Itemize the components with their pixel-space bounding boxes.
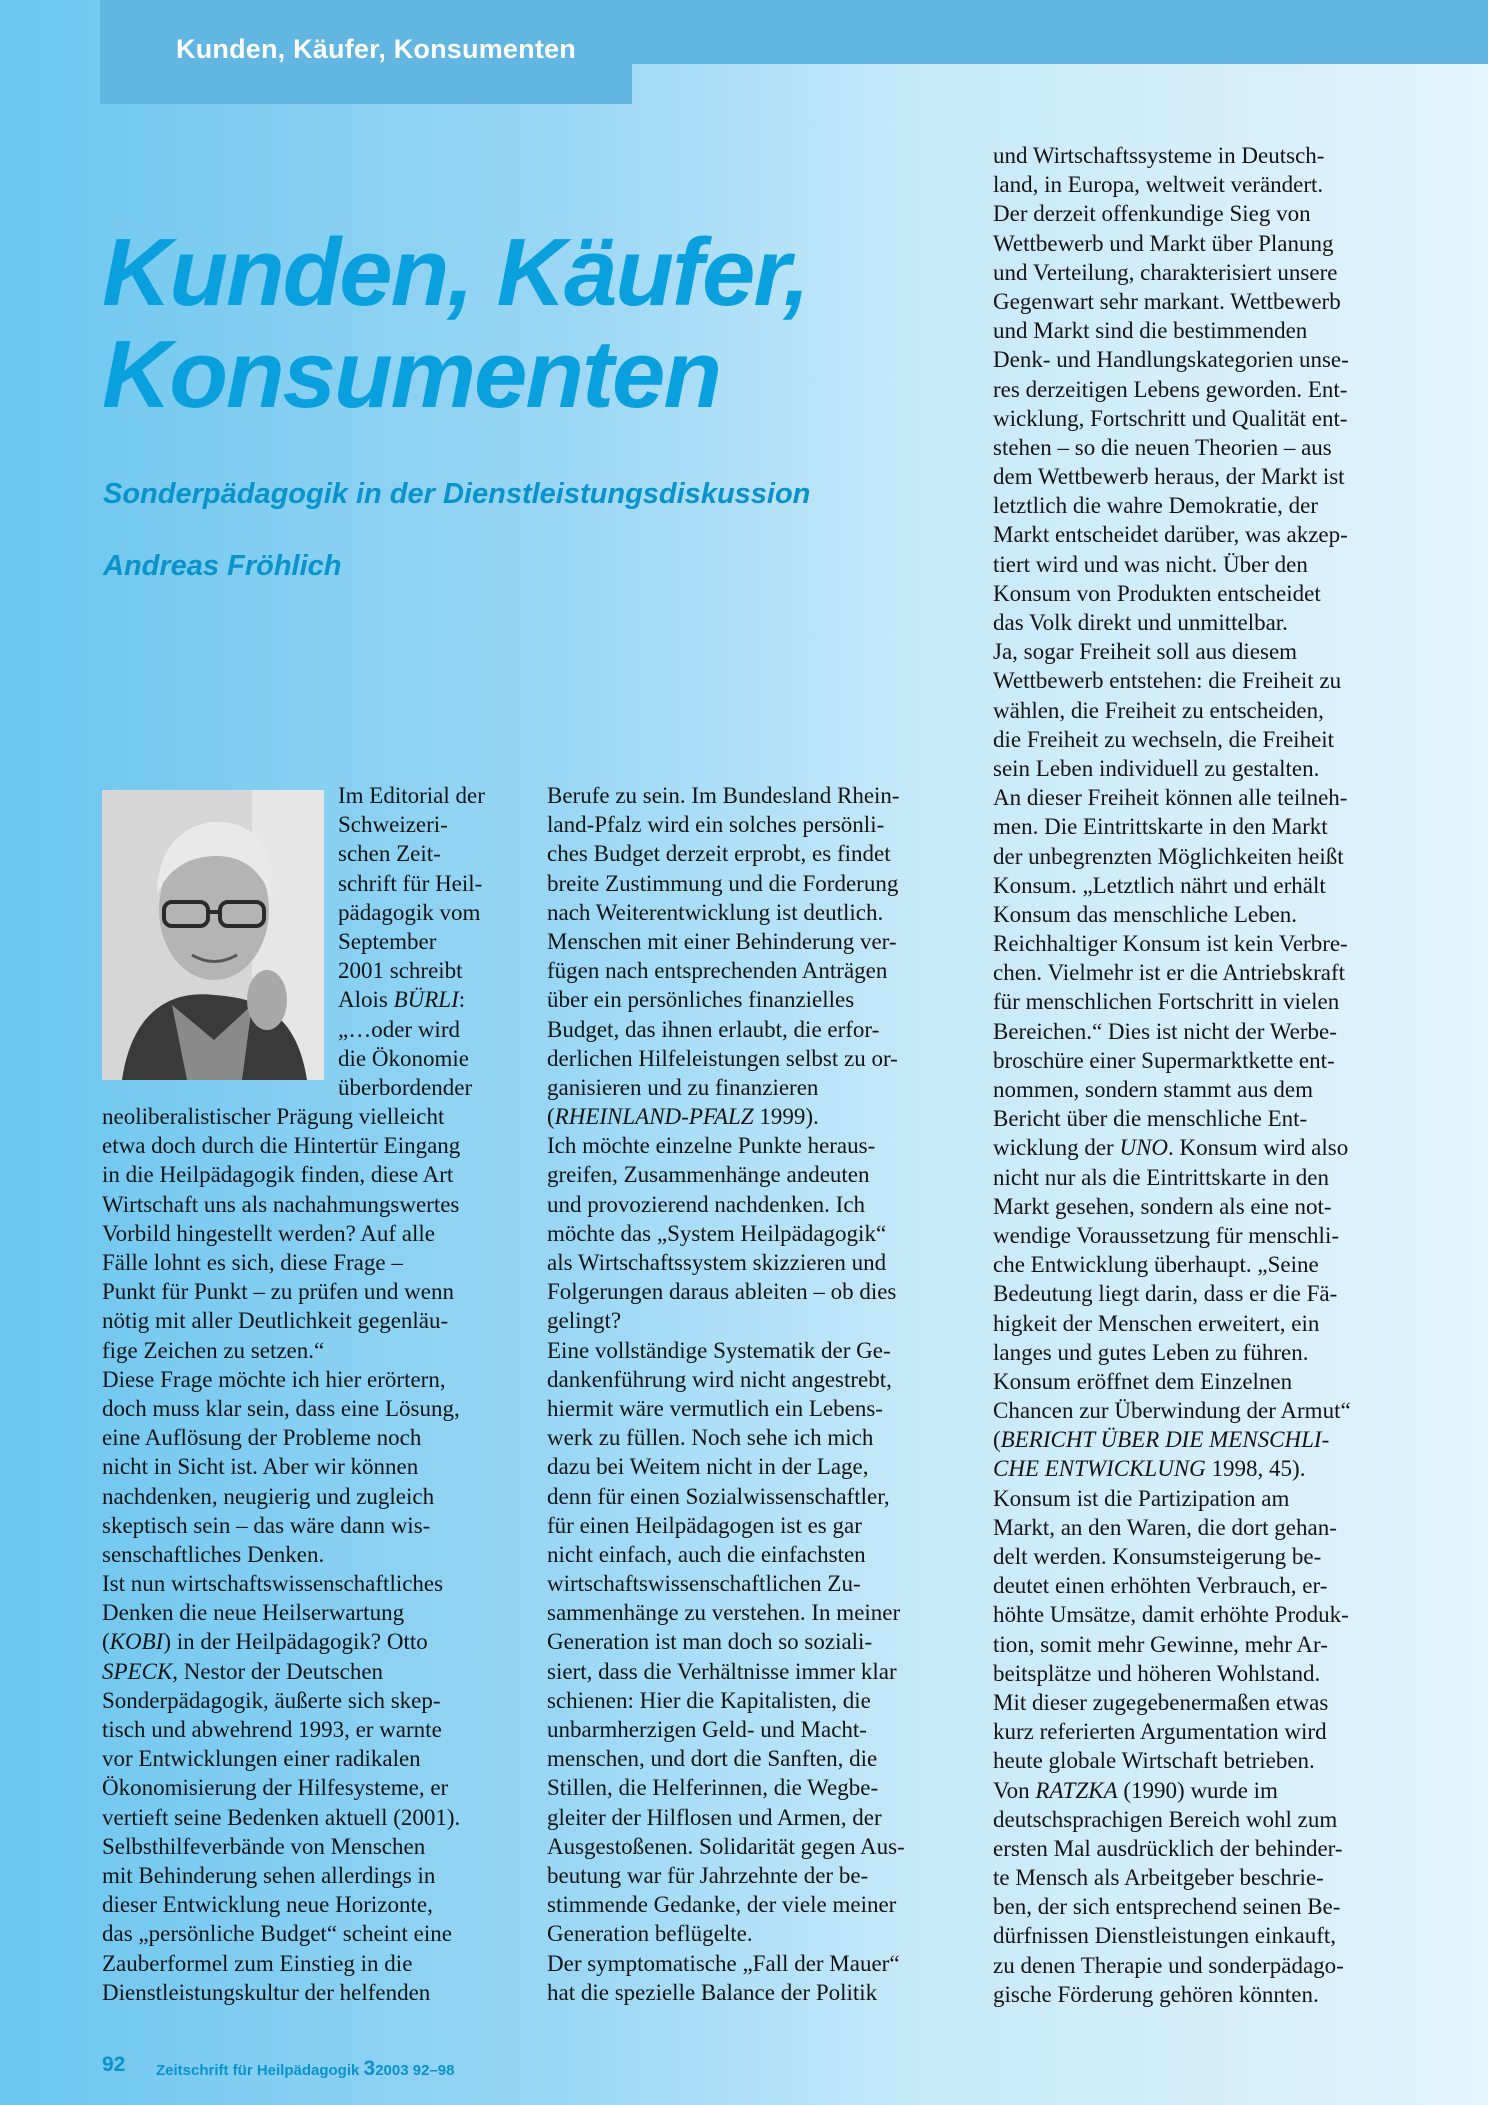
col1-line: (KOBI) in der Heilpädagogik? Otto — [102, 1629, 428, 1655]
col1-line: schen Zeit- — [338, 841, 441, 867]
col3-line: wicklung, Fortschritt und Qualität ent- — [993, 405, 1348, 431]
col2-line: ganisieren und zu finanzieren — [547, 1074, 819, 1100]
col3-line: wicklung der UNO. Konsum wird also — [993, 1135, 1349, 1161]
col1-line: etwa doch durch die Hintertür Eingang — [102, 1133, 461, 1159]
col2-line: nach Weiterentwicklung ist deutlich. — [547, 899, 884, 925]
col2-line: Menschen mit einer Behinderung ver- — [547, 928, 897, 954]
col3-line: nicht nur als die Eintrittskarte in den — [993, 1164, 1329, 1190]
col3-line: ersten Mal ausdrücklich der behinder- — [993, 1835, 1343, 1861]
col1-line: fige Zeichen zu setzen.“ — [102, 1337, 325, 1363]
col3-line: delt werden. Konsumsteigerung be- — [993, 1544, 1322, 1569]
col3-line: deutschsprachigen Bereich wohl zum — [993, 1806, 1338, 1832]
col3-line: Mit dieser zugegebenermaßen etwas — [993, 1689, 1329, 1715]
col2-line: für einen Heilpädagogen ist es gar — [547, 1512, 862, 1538]
col3-line: tiert wird und was nicht. Über den — [993, 551, 1308, 577]
col3-line: letztlich die wahre Demokratie, der — [993, 493, 1319, 519]
col3-line: Denk- und Handlungskategorien unse- — [993, 347, 1349, 373]
col3-line: Wettbewerb und Markt über Planung — [993, 230, 1334, 256]
col3-line: land, in Europa, weltweit verändert. — [993, 172, 1324, 198]
col3-line: sein Leben individuell zu gestalten. — [993, 755, 1320, 781]
article-author: Andreas Fröhlich — [103, 550, 342, 582]
col1-line: Sonderpädagogik, äußerte sich skep- — [102, 1687, 441, 1713]
col3-line: Konsum ist die Partizipation am — [993, 1485, 1290, 1511]
col3-line: Konsum das menschliche Leben. — [993, 901, 1298, 927]
col3-line: res derzeitigen Lebens geworden. Ent- — [993, 376, 1348, 402]
col3-line: die Freiheit zu wechseln, die Freiheit — [993, 726, 1335, 752]
col2-line: nicht einfach, auch die einfachsten — [547, 1541, 866, 1567]
col1-line: September — [338, 928, 437, 954]
journal-reference — [156, 2057, 454, 2081]
col1-line: Zauberformel zum Einstieg in die — [102, 1950, 413, 1976]
col3-line: Ja, sogar Freiheit soll aus diesem — [993, 639, 1298, 665]
col3-line: heute globale Wirtschaft betrieben. — [993, 1748, 1315, 1774]
col1-line: SPECK, Nestor der Deutschen — [102, 1658, 384, 1684]
col2-line: (RHEINLAND-PFALZ 1999). — [547, 1104, 819, 1130]
col3-line: Der derzeit offenkundige Sieg von — [993, 201, 1311, 227]
col3-line: tion, somit mehr Gewinne, mehr Ar- — [993, 1631, 1328, 1657]
col3-line: der unbegrenzten Möglichkeiten heißt — [993, 843, 1344, 869]
col2-line: dazu bei Weitem nicht in der Lage, — [547, 1454, 869, 1480]
col2-line: Stillen, die Helferinnen, die Wegbe- — [547, 1775, 879, 1801]
col3-line: dem Wettbewerb heraus, der Markt ist — [993, 464, 1345, 490]
col2-line: sammenhänge zu verstehen. In meiner — [547, 1600, 901, 1626]
col3-line: broschüre einer Supermarktkette ent- — [993, 1047, 1335, 1073]
col1-line: dieser Entwicklung neue Horizonte, — [102, 1892, 433, 1918]
col3-line: gische Förderung gehören könnten. — [993, 1981, 1319, 2007]
col1-line: tisch und abwehrend 1993, er warnte — [102, 1717, 442, 1742]
col3-line: te Mensch als Arbeitgeber beschrie- — [993, 1865, 1324, 1891]
col3-line: Bedeutung liegt darin, dass er die Fä- — [993, 1281, 1338, 1307]
col2-line: greifen, Zusammenhänge andeuten — [547, 1162, 870, 1188]
col2-line: unbarmherzigen Geld- und Macht- — [547, 1717, 867, 1742]
col1-line: schrift für Heil- — [338, 870, 483, 896]
title-line-1: Kunden, Käufer, — [102, 219, 809, 326]
page-number: 92 — [102, 2053, 126, 2076]
col3-line: höhte Umsätze, damit erhöhte Produk- — [993, 1602, 1349, 1628]
col2-line: über ein persönliches finanzielles — [547, 987, 855, 1013]
col3-line: Reichhaltiger Konsum ist kein Verbre- — [993, 931, 1348, 957]
col1-line: „…oder wird — [338, 1016, 460, 1042]
col1-line: Im Editorial der — [338, 783, 485, 808]
col3-line: nommen, sondern stammt aus dem — [993, 1077, 1314, 1102]
col3-line: chen. Vielmehr ist er die Antriebskraft — [993, 960, 1346, 986]
text-column-2 — [547, 781, 953, 2007]
col2-line: gleiter der Hilflosen und Armen, der — [547, 1804, 882, 1830]
header-band — [632, 0, 1488, 64]
col3-line: men. Die Eintrittskarte in den Markt — [993, 814, 1328, 840]
col3-line: Bereichen.“ Dies ist nicht der Werbe- — [993, 1018, 1337, 1044]
col3-line: An dieser Freiheit können alle teilneh- — [993, 785, 1348, 811]
col1-line: Wirtschaft uns als nachahmungswertes — [102, 1191, 460, 1217]
col2-line: menschen, und dort die Sanften, die — [547, 1746, 878, 1772]
col1-line: Selbsthilfeverbände von Menschen — [102, 1833, 426, 1859]
col1-line: doch muss klar sein, dass eine Lösung, — [102, 1395, 460, 1421]
col2-line: hiermit wäre vermutlich ein Lebens- — [547, 1395, 883, 1421]
col3-line: Konsum von Produkten entscheidet — [993, 580, 1321, 606]
article-subtitle: Sonderpädagogik in der Dienstleistungsdiskussion — [103, 478, 811, 510]
col3-line: Chancen zur Überwindung der Armut“ — [993, 1398, 1351, 1424]
col2-line: dankenführung wird nicht angestrebt, — [547, 1366, 892, 1392]
col3-line: zu denen Therapie und sonderpädago- — [993, 1952, 1344, 1978]
col3-line: (BERICHT ÜBER DIE MENSCHLI- — [993, 1427, 1330, 1453]
col3-line: Gegenwart sehr markant. Wettbewerb — [993, 288, 1341, 314]
title-line-2: Konsumenten — [102, 321, 721, 428]
col3-line: che Entwicklung überhaupt. „Seine — [993, 1252, 1319, 1278]
col1-line: überbordender — [338, 1074, 473, 1100]
col3-line: das Volk direkt und unmittelbar. — [993, 610, 1288, 635]
text-column-1 — [102, 781, 512, 2007]
col2-line: siert, dass die Verhältnisse immer klar — [547, 1658, 897, 1684]
col2-line: denn für einen Sozialwissenschaftler, — [547, 1483, 890, 1509]
col3-line: wählen, die Freiheit zu entscheiden, — [993, 697, 1324, 723]
col1-line: Ist nun wirtschaftswissenschaftliches — [102, 1571, 444, 1597]
col2-line: und provozierend nachdenken. Ich — [547, 1191, 866, 1217]
journal-name: Zeitschrift für Heilpädagogik — [156, 2062, 360, 2079]
col2-line: beutung war für Jahrzehnte der be- — [547, 1862, 869, 1888]
col3-line: Wettbewerb entstehen: die Freiheit zu — [993, 668, 1342, 694]
col1-line: Punkt für Punkt – zu prüfen und wenn — [102, 1279, 454, 1305]
col1-line: in die Heilpädagogik finden, diese Art — [102, 1162, 454, 1188]
col2-line: Ausgestoßenen. Solidarität gegen Aus- — [547, 1833, 905, 1859]
col3-line: und Markt sind die bestimmenden — [993, 318, 1308, 344]
col3-line: higkeit der Menschen erweitert, ein — [993, 1310, 1320, 1336]
col2-line: Folgerungen daraus ableiten – ob dies — [547, 1279, 897, 1305]
journal-issue: 3 — [363, 2057, 376, 2080]
col2-line: land-Pfalz wird ein solches persönli- — [547, 812, 885, 838]
col1-line: 2001 schreibt — [338, 958, 463, 984]
article-title — [102, 219, 922, 428]
col2-line: ches Budget derzeit erprobt, es findet — [547, 841, 891, 867]
col2-line: Berufe zu sein. Im Bundesland Rhein- — [547, 783, 900, 808]
col2-line: Budget, das ihnen erlaubt, die erfor- — [547, 1016, 880, 1042]
text-column-3 — [993, 141, 1405, 2009]
col2-line: hat die spezielle Balance der Politik — [547, 1979, 878, 2005]
col2-line: wirtschaftswissenschaftlichen Zu- — [547, 1571, 861, 1597]
col1-line: Schweizeri- — [338, 812, 448, 838]
col2-line: breite Zustimmung und die Forderung — [547, 870, 899, 896]
col1-line: Fälle lohnt es sich, diese Frage – — [102, 1250, 403, 1275]
col3-line: kurz referierten Argumentation wird — [993, 1719, 1327, 1745]
col1-line: Denken die neue Heilserwartung — [102, 1600, 405, 1626]
col3-line: und Wirtschaftssysteme in Deutsch- — [993, 143, 1325, 168]
col2-line: gelingt? — [547, 1308, 622, 1334]
col2-line: Der symptomatische „Fall der Mauer“ — [547, 1950, 900, 1976]
col1-line: nötig mit aller Deutlichkeit gegenläu- — [102, 1308, 449, 1334]
col3-line: Markt, an den Waren, die dort gehan- — [993, 1514, 1337, 1540]
col2-line: möchte das „System Heilpädagogik“ — [547, 1220, 887, 1246]
col3-line: Bericht über die menschliche Ent- — [993, 1106, 1308, 1132]
col2-line: schienen: Hier die Kapitalisten, die — [547, 1687, 871, 1713]
col2-line: werk zu füllen. Noch sehe ich mich — [547, 1425, 874, 1451]
col3-line: beitsplätze und höheren Wohlstand. — [993, 1660, 1321, 1686]
col3-line: ben, der sich entsprechend seinen Be- — [993, 1894, 1341, 1920]
col1-line: Diese Frage möchte ich hier erörtern, — [102, 1366, 446, 1392]
col2-line: Generation ist man doch so soziali- — [547, 1629, 873, 1655]
col1-line: neoliberalistischer Prägung vielleicht — [102, 1104, 445, 1130]
col1-line: Vorbild hingestellt werden? Auf alle — [102, 1220, 435, 1246]
col2-line: Eine vollständige Systematik der Ge- — [547, 1337, 891, 1363]
col1-line: vor Entwicklungen einer radikalen — [102, 1746, 421, 1772]
col1-line: nachdenken, neugierig und zugleich — [102, 1483, 435, 1509]
col1-line: die Ökonomie — [338, 1045, 469, 1071]
col1-line: pädagogik vom — [338, 899, 481, 925]
running-header-bar — [100, 0, 632, 104]
col2-line: fügen nach entsprechenden Anträgen — [547, 958, 888, 984]
col3-line: Konsum. „Letztlich nährt und erhält — [993, 872, 1326, 898]
col1-line: mit Behinderung sehen allerdings in — [102, 1862, 436, 1888]
journal-pages: 92–98 — [412, 2062, 455, 2079]
col3-line: Markt gesehen, sondern als eine not- — [993, 1193, 1332, 1219]
col2-line: als Wirtschaftssystem skizzieren und — [547, 1250, 887, 1275]
col1-line: das „persönliche Budget“ scheint eine — [102, 1921, 452, 1947]
col1-line: vertieft seine Bedenken aktuell (2001). — [102, 1804, 461, 1830]
col1-line: senschaftliches Denken. — [102, 1541, 325, 1567]
col1-line: Ökonomisierung der Hilfesysteme, er — [102, 1775, 449, 1801]
col3-line: Von RATZKA (1990) wurde im — [993, 1777, 1278, 1803]
col3-line: Markt entscheidet darüber, was akzep- — [993, 522, 1348, 548]
col1-line: Alois BÜRLI: — [338, 987, 466, 1013]
col3-line: stehen – so die neuen Theorien – aus — [993, 434, 1332, 460]
journal-year: 2003 — [375, 2062, 409, 2079]
col2-line: stimmende Gedanke, der viele meiner — [547, 1892, 897, 1918]
col3-line: CHE ENTWICKLUNG 1998, 45). — [993, 1456, 1306, 1482]
col3-line: dürfnissen Dienstleistungen einkauft, — [993, 1923, 1337, 1949]
col1-line: skeptisch sein – das wäre dann wis- — [102, 1512, 431, 1538]
running-header-title: Kunden, Käufer, Konsumenten — [176, 34, 576, 64]
col3-line: deutet einen erhöhten Verbrauch, er- — [993, 1573, 1328, 1599]
col1-line: Dienstleistungskultur der helfenden — [102, 1979, 431, 2005]
col3-line: und Verteilung, charakterisiert unsere — [993, 259, 1338, 285]
col3-line: langes und gutes Leben zu führen. — [993, 1339, 1309, 1365]
col1-line: eine Auflösung der Probleme noch — [102, 1425, 422, 1451]
col1-line: nicht in Sicht ist. Aber wir können — [102, 1454, 419, 1480]
col2-line: Ich möchte einzelne Punkte heraus- — [547, 1133, 876, 1159]
col3-line: Konsum eröffnet dem Einzelnen — [993, 1368, 1293, 1394]
col3-line: wendige Voraussetzung für menschli- — [993, 1222, 1339, 1248]
col2-line: Generation beflügelte. — [547, 1921, 753, 1947]
col3-line: für menschlichen Fortschritt in vielen — [993, 989, 1340, 1015]
col2-line: derlichen Hilfeleistungen selbst zu or- — [547, 1045, 898, 1071]
